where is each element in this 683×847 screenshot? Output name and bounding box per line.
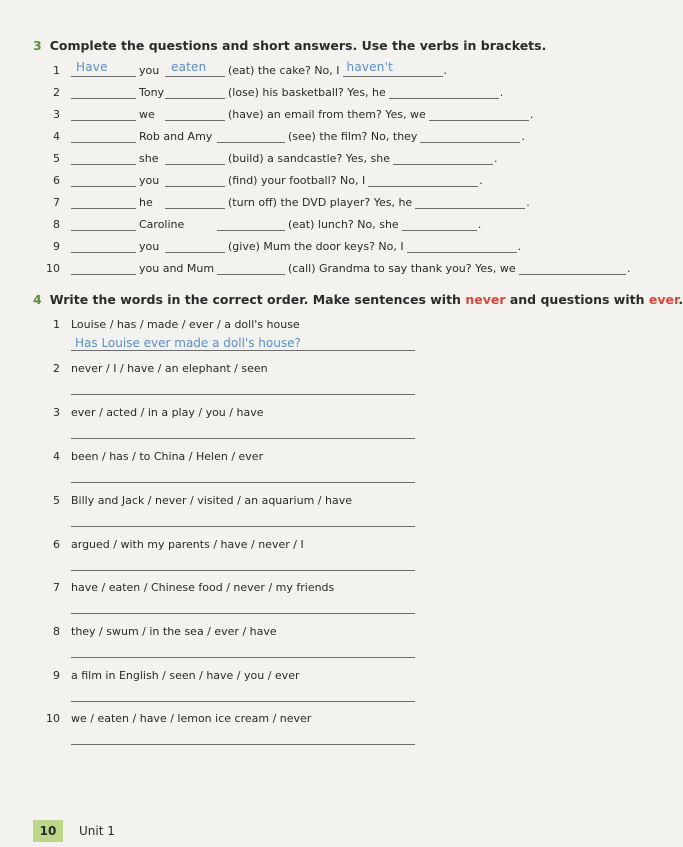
subject-text: Rob and Amy bbox=[139, 130, 213, 143]
answer-blank[interactable] bbox=[402, 230, 477, 231]
exercise-4-item bbox=[0, 669, 638, 709]
question-text: (lose) his basketball? Yes, he bbox=[228, 86, 386, 99]
exercise-4-instruction-b: and questions with bbox=[505, 292, 649, 307]
answer-blank[interactable] bbox=[165, 164, 225, 165]
exercise-4-item bbox=[0, 538, 638, 578]
answer-blank[interactable] bbox=[165, 252, 225, 253]
word-prompt: Louise / has / made / ever / a doll's house bbox=[71, 318, 300, 331]
answer-blank[interactable] bbox=[71, 186, 136, 187]
item-number: 9 bbox=[53, 240, 60, 253]
question-text: (call) Grandma to say thank you? Yes, we bbox=[288, 262, 516, 275]
item-number: 3 bbox=[53, 108, 60, 121]
item-number: 4 bbox=[53, 450, 60, 463]
answer-blank[interactable] bbox=[407, 252, 517, 253]
item-number: 10 bbox=[46, 262, 60, 275]
answer-line[interactable] bbox=[71, 657, 415, 658]
answer-blank[interactable] bbox=[71, 208, 136, 209]
exercise-4-item bbox=[0, 712, 638, 752]
answer-blank[interactable] bbox=[71, 142, 136, 143]
unit-label: Unit 1 bbox=[79, 824, 115, 838]
exercise-3-item bbox=[0, 196, 638, 214]
answer-blank[interactable] bbox=[217, 274, 285, 275]
handwritten-answer: Has Louise ever made a doll's house? bbox=[75, 336, 301, 350]
answer-blank[interactable] bbox=[415, 208, 525, 209]
answer-blank[interactable] bbox=[343, 76, 443, 77]
question-text: (build) a sandcastle? Yes, she bbox=[228, 152, 391, 165]
exercise-3-item bbox=[0, 152, 638, 170]
item-number: 1 bbox=[53, 64, 60, 77]
item-number: 4 bbox=[53, 130, 60, 143]
exercise-3-heading bbox=[33, 38, 546, 53]
question-text: (eat) lunch? No, she bbox=[288, 218, 399, 231]
exercise-4-instruction-c: . bbox=[678, 292, 683, 307]
exercise-4-item bbox=[0, 494, 638, 534]
exercise-4-item bbox=[0, 450, 638, 490]
sentence-end: . bbox=[477, 218, 482, 231]
item-number: 3 bbox=[53, 406, 60, 419]
word-prompt: ever / acted / in a play / you / have bbox=[71, 406, 264, 419]
keyword-ever: ever bbox=[648, 292, 679, 307]
answer-line[interactable] bbox=[71, 613, 415, 614]
exercise-3-instruction: Complete the questions and short answers. Use the verbs in brackets. bbox=[49, 38, 547, 53]
answer-blank[interactable] bbox=[71, 76, 136, 77]
item-number: 6 bbox=[53, 174, 60, 187]
item-number: 5 bbox=[53, 494, 60, 507]
sentence-end: . bbox=[517, 240, 522, 253]
sentence-end: . bbox=[627, 262, 631, 275]
answer-blank[interactable] bbox=[165, 120, 225, 121]
exercise-4-number: 4 bbox=[33, 292, 42, 307]
exercise-4-instruction-a: Write the words in the correct order. Make sentences with bbox=[49, 292, 466, 307]
word-prompt: we / eaten / have / lemon ice cream / never bbox=[71, 712, 312, 725]
item-number: 2 bbox=[53, 362, 60, 375]
exercise-4-item bbox=[0, 406, 638, 446]
subject-text: Caroline bbox=[139, 218, 185, 231]
subject-text: she bbox=[139, 152, 159, 165]
answer-line[interactable] bbox=[71, 438, 415, 439]
subject-text: we bbox=[139, 108, 155, 121]
answer-blank[interactable] bbox=[71, 252, 136, 253]
sentence-end: . bbox=[499, 86, 504, 99]
handwritten-answer: haven't bbox=[346, 60, 393, 74]
answer-blank[interactable] bbox=[71, 164, 136, 165]
question-text: (see) the film? No, they bbox=[288, 130, 418, 143]
item-number: 7 bbox=[53, 196, 60, 209]
answer-blank[interactable] bbox=[393, 164, 493, 165]
word-prompt: a film in English / seen / have / you / ever bbox=[71, 669, 300, 682]
answer-line[interactable] bbox=[71, 570, 415, 571]
item-number: 7 bbox=[53, 581, 60, 594]
sentence-end: . bbox=[479, 174, 483, 187]
question-text: (find) your football? No, I bbox=[228, 174, 366, 187]
question-text: (eat) the cake? No, I bbox=[228, 64, 340, 77]
exercise-3-item bbox=[0, 218, 638, 236]
answer-line[interactable] bbox=[71, 744, 415, 745]
answer-line[interactable] bbox=[71, 482, 415, 483]
answer-blank[interactable] bbox=[389, 98, 499, 99]
answer-blank[interactable] bbox=[217, 230, 285, 231]
answer-blank[interactable] bbox=[71, 230, 136, 231]
answer-blank[interactable] bbox=[165, 208, 225, 209]
keyword-never: never bbox=[465, 292, 506, 307]
sentence-end: . bbox=[529, 108, 534, 121]
answer-line[interactable] bbox=[71, 701, 415, 702]
word-prompt: Billy and Jack / never / visited / an aquarium / have bbox=[71, 494, 352, 507]
answer-blank[interactable] bbox=[368, 186, 478, 187]
word-prompt: they / swum / in the sea / ever / have bbox=[71, 625, 277, 638]
answer-line[interactable] bbox=[71, 350, 415, 351]
exercise-4-item bbox=[0, 318, 638, 358]
item-number: 10 bbox=[46, 712, 60, 725]
item-number: 9 bbox=[53, 669, 60, 682]
handwritten-answer: Have bbox=[76, 60, 108, 74]
question-text: (give) Mum the door keys? No, I bbox=[228, 240, 404, 253]
question-text: (turn off) the DVD player? Yes, he bbox=[228, 196, 413, 209]
item-number: 5 bbox=[53, 152, 60, 165]
word-prompt: been / has / to China / Helen / ever bbox=[71, 450, 264, 463]
sentence-end: . bbox=[494, 152, 498, 165]
subject-text: you bbox=[139, 240, 160, 253]
item-number: 8 bbox=[53, 625, 60, 638]
answer-blank[interactable] bbox=[420, 142, 520, 143]
subject-text: you and Mum bbox=[139, 262, 215, 275]
handwritten-answer: eaten bbox=[171, 60, 207, 74]
exercise-3-item bbox=[0, 262, 638, 280]
subject-text: Tony bbox=[139, 86, 165, 99]
answer-blank[interactable] bbox=[429, 120, 529, 121]
subject-text: you bbox=[139, 174, 160, 187]
answer-blank[interactable] bbox=[165, 186, 225, 187]
exercise-4-heading bbox=[33, 292, 683, 307]
exercise-3-item bbox=[0, 60, 638, 82]
answer-blank[interactable] bbox=[165, 98, 225, 99]
word-prompt: have / eaten / Chinese food / never / my friends bbox=[71, 581, 335, 594]
exercise-3-item bbox=[0, 108, 638, 126]
answer-blank[interactable] bbox=[519, 274, 626, 275]
item-number: 6 bbox=[53, 538, 60, 551]
answer-blank[interactable] bbox=[71, 120, 136, 121]
item-number: 8 bbox=[53, 218, 60, 231]
word-prompt: never / I / have / an elephant / seen bbox=[71, 362, 268, 375]
exercise-3-item bbox=[0, 86, 638, 104]
word-prompt: argued / with my parents / have / never / I bbox=[71, 538, 304, 551]
exercise-4-item bbox=[0, 362, 638, 402]
subject-text: he bbox=[139, 196, 153, 209]
sentence-end: . bbox=[443, 64, 448, 77]
exercise-4-item bbox=[0, 581, 638, 621]
answer-blank[interactable] bbox=[71, 274, 136, 275]
sentence-end: . bbox=[521, 130, 525, 143]
subject-text: you bbox=[139, 64, 160, 77]
item-number: 1 bbox=[53, 318, 60, 331]
question-text: (have) an email from them? Yes, we bbox=[228, 108, 426, 121]
exercise-3-item bbox=[0, 240, 638, 258]
answer-line[interactable] bbox=[71, 394, 415, 395]
exercise-3-item bbox=[0, 174, 638, 192]
page-number: 10 bbox=[33, 820, 63, 842]
answer-line[interactable] bbox=[71, 526, 415, 527]
exercise-4-item bbox=[0, 625, 638, 665]
exercise-3-number: 3 bbox=[33, 38, 42, 53]
answer-blank[interactable] bbox=[217, 142, 285, 143]
sentence-end: . bbox=[526, 196, 530, 209]
answer-blank[interactable] bbox=[165, 76, 225, 77]
item-number: 2 bbox=[53, 86, 60, 99]
answer-blank[interactable] bbox=[71, 98, 136, 99]
exercise-3-item bbox=[0, 130, 638, 148]
